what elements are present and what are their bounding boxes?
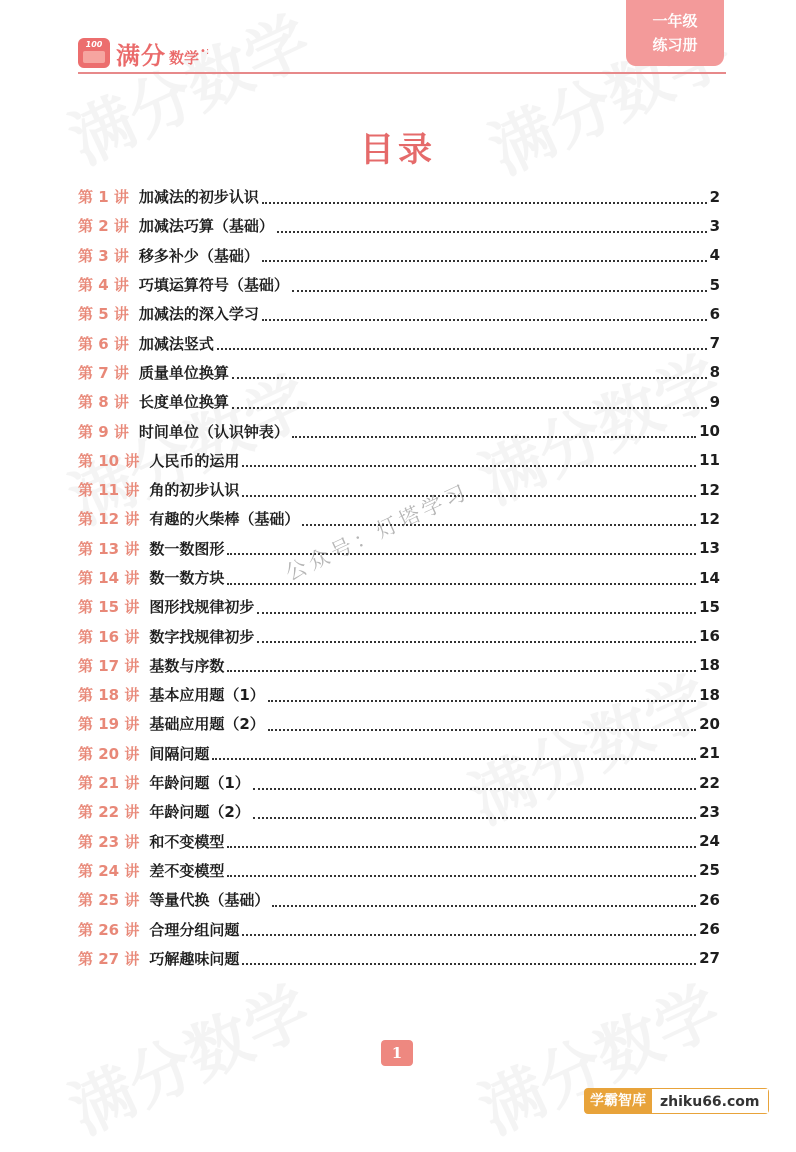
site-badge-brand: 学霸智库 bbox=[584, 1088, 652, 1114]
toc-entry[interactable] bbox=[78, 592, 720, 621]
toc-page-number: 21 bbox=[699, 744, 720, 763]
watermark bbox=[463, 960, 734, 1152]
toc-dot-leader bbox=[262, 319, 707, 321]
toc-entry[interactable] bbox=[78, 416, 720, 445]
toc-dot-leader bbox=[257, 612, 696, 614]
toc-dot-leader bbox=[242, 963, 696, 965]
toc-lecture-number: 第 1 讲 bbox=[78, 188, 129, 207]
toc-dot-leader bbox=[227, 670, 696, 672]
toc-lecture-number: 第 24 讲 bbox=[78, 861, 140, 880]
toc-lecture-number: 第 25 讲 bbox=[78, 891, 140, 910]
toc-dot-leader bbox=[232, 377, 707, 379]
toc-lecture-number: 第 4 讲 bbox=[78, 276, 129, 295]
toc-page-number: 20 bbox=[699, 714, 720, 733]
toc-page-number: 15 bbox=[699, 597, 720, 616]
toc-entry-title: 质量单位换算 bbox=[138, 363, 229, 382]
toc-lecture-number: 第 10 讲 bbox=[78, 451, 140, 470]
toc-lecture-number: 第 26 讲 bbox=[78, 920, 140, 939]
toc-entry[interactable] bbox=[78, 914, 720, 943]
toc-lecture-number: 第 19 讲 bbox=[78, 715, 140, 734]
toc-entry-title: 间隔问题 bbox=[149, 744, 210, 763]
toc-entry-title: 加减法竖式 bbox=[138, 334, 214, 353]
toc-page-number: 16 bbox=[699, 627, 720, 646]
toc-entry-title: 移多补少（基础） bbox=[138, 246, 259, 265]
toc-dot-leader bbox=[292, 290, 707, 292]
toc-lecture-number: 第 6 讲 bbox=[78, 334, 129, 353]
toc-lecture-number: 第 8 讲 bbox=[78, 393, 129, 412]
toc-dot-leader bbox=[242, 465, 696, 467]
toc-entry-title: 年龄问题（1） bbox=[149, 774, 250, 793]
toc-entry-title: 年龄问题（2） bbox=[149, 803, 250, 822]
toc-entry-title: 人民币的运用 bbox=[149, 451, 240, 470]
toc-page-number: 13 bbox=[699, 539, 720, 558]
toc-entry-title: 合理分组问题 bbox=[149, 920, 240, 939]
toc-page-number: 14 bbox=[699, 568, 720, 587]
toc-page-number: 26 bbox=[699, 920, 720, 939]
toc-entry-title: 图形找规律初步 bbox=[149, 598, 255, 617]
brand-logo bbox=[78, 38, 209, 68]
site-badge[interactable] bbox=[584, 1088, 769, 1114]
toc-page-number: 9 bbox=[709, 392, 720, 411]
toc-dot-leader bbox=[227, 875, 696, 877]
toc-dot-leader bbox=[262, 260, 707, 262]
toc-entry-title: 基本应用题（1） bbox=[149, 686, 265, 705]
table-of-contents bbox=[78, 182, 720, 973]
toc-dot-leader bbox=[212, 758, 696, 760]
toc-dot-leader bbox=[277, 231, 707, 233]
toc-page-number: 12 bbox=[699, 480, 720, 499]
toc-dot-leader bbox=[217, 348, 707, 350]
toc-entry[interactable] bbox=[78, 358, 720, 387]
toc-page-number: 27 bbox=[699, 949, 720, 968]
toc-page-number: 2 bbox=[709, 187, 720, 206]
toc-page-number: 12 bbox=[699, 509, 720, 528]
toc-entry-title: 巧解趣味问题 bbox=[149, 949, 240, 968]
toc-lecture-number: 第 3 讲 bbox=[78, 246, 129, 265]
toc-page-number: 18 bbox=[699, 656, 720, 675]
toc-page-number: 11 bbox=[699, 451, 720, 470]
toc-entry-title: 基数与序数 bbox=[149, 656, 225, 675]
toc-dot-leader bbox=[268, 700, 696, 702]
toc-dot-leader bbox=[227, 846, 696, 848]
toc-entry[interactable] bbox=[78, 270, 720, 299]
toc-page-number: 4 bbox=[709, 246, 720, 265]
toc-entry-title: 差不变模型 bbox=[149, 861, 225, 880]
toc-entry-title: 等量代换（基础） bbox=[149, 891, 270, 910]
toc-lecture-number: 第 16 讲 bbox=[78, 627, 140, 646]
toc-entry-title: 有趣的火柴棒（基础） bbox=[149, 510, 300, 529]
toc-entry-title: 加减法巧算（基础） bbox=[138, 217, 274, 236]
toc-dot-leader bbox=[292, 436, 696, 438]
toc-entry-title: 时间单位（认识钟表） bbox=[138, 422, 289, 441]
toc-entry[interactable] bbox=[78, 534, 720, 563]
toc-lecture-number: 第 23 讲 bbox=[78, 832, 140, 851]
toc-lecture-number: 第 5 讲 bbox=[78, 305, 129, 324]
grade-tab bbox=[626, 0, 724, 66]
grade-label: 一年级 bbox=[652, 12, 698, 30]
toc-page-number: 23 bbox=[699, 802, 720, 821]
toc-entry-title: 数字找规律初步 bbox=[149, 627, 255, 646]
toc-page-number: 10 bbox=[699, 422, 720, 441]
logo-name: 满分 bbox=[116, 41, 166, 70]
toc-lecture-number: 第 7 讲 bbox=[78, 363, 129, 382]
toc-entry[interactable] bbox=[78, 768, 720, 797]
toc-entry-title: 数一数方块 bbox=[149, 569, 225, 587]
sparkle-icon: •: bbox=[200, 45, 210, 57]
workbook-label: 练习册 bbox=[652, 36, 698, 54]
toc-entry[interactable] bbox=[78, 446, 720, 475]
toc-entry-title: 加减法的深入学习 bbox=[138, 305, 259, 324]
toc-dot-leader bbox=[262, 202, 707, 204]
site-badge-domain: zhiku66.com bbox=[652, 1088, 769, 1114]
toc-dot-leader bbox=[242, 934, 696, 936]
page-title: 目录 bbox=[360, 130, 436, 170]
toc-dot-leader bbox=[268, 729, 696, 731]
toc-lecture-number: 第 12 讲 bbox=[78, 510, 140, 529]
toc-entry[interactable] bbox=[78, 299, 720, 328]
page-number: 1 bbox=[381, 1040, 413, 1066]
toc-dot-leader bbox=[253, 817, 696, 819]
toc-entry-title: 数一数图形 bbox=[149, 539, 225, 558]
toc-entry[interactable] bbox=[78, 621, 720, 650]
toc-entry[interactable] bbox=[78, 856, 720, 885]
toc-lecture-number: 第 2 讲 bbox=[78, 217, 129, 236]
toc-entry-title: 长度单位换算 bbox=[138, 393, 229, 412]
toc-page-number: 26 bbox=[699, 890, 720, 909]
toc-entry[interactable] bbox=[78, 211, 720, 240]
toc-dot-leader bbox=[272, 905, 696, 907]
logo-subtitle: 数学 bbox=[169, 48, 200, 67]
center-watermark: 公众号：灯塔学习 bbox=[281, 479, 474, 586]
toc-entry-title: 和不变模型 bbox=[149, 832, 225, 851]
toc-lecture-number: 第 17 讲 bbox=[78, 656, 140, 675]
toc-lecture-number: 第 15 讲 bbox=[78, 598, 140, 617]
toc-lecture-number: 第 9 讲 bbox=[78, 422, 129, 441]
toc-entry[interactable] bbox=[78, 475, 720, 504]
toc-entry[interactable] bbox=[78, 944, 720, 973]
toc-page-number: 25 bbox=[699, 861, 720, 880]
toc-page-number: 22 bbox=[699, 773, 720, 792]
toc-entry-title: 加减法的初步认识 bbox=[138, 188, 259, 207]
toc-page-number: 18 bbox=[699, 685, 720, 704]
toc-dot-leader bbox=[257, 641, 696, 643]
toc-entry-title: 角的初步认识 bbox=[149, 481, 240, 500]
toc-entry-title: 基础应用题（2） bbox=[149, 715, 265, 734]
toc-entry[interactable] bbox=[78, 563, 720, 592]
logo-badge-icon bbox=[78, 38, 110, 68]
toc-page-number: 3 bbox=[709, 216, 720, 235]
toc-dot-leader bbox=[253, 788, 696, 790]
toc-entry[interactable] bbox=[78, 709, 720, 738]
toc-entry[interactable] bbox=[78, 797, 720, 826]
toc-entry[interactable] bbox=[78, 885, 720, 914]
toc-entry[interactable] bbox=[78, 827, 720, 856]
toc-lecture-number: 第 20 讲 bbox=[78, 744, 140, 763]
toc-entry[interactable] bbox=[78, 387, 720, 416]
toc-page-number: 7 bbox=[709, 334, 720, 353]
toc-entry[interactable] bbox=[78, 241, 720, 270]
toc-entry[interactable] bbox=[78, 651, 720, 680]
toc-lecture-number: 第 18 讲 bbox=[78, 686, 140, 705]
toc-entry[interactable] bbox=[78, 739, 720, 768]
toc-dot-leader bbox=[232, 407, 707, 409]
toc-entry[interactable] bbox=[78, 328, 720, 357]
logo-badge-text: 100 bbox=[85, 40, 103, 49]
toc-lecture-number: 第 21 讲 bbox=[78, 774, 140, 793]
toc-page-number: 8 bbox=[709, 363, 720, 382]
toc-entry[interactable] bbox=[78, 680, 720, 709]
toc-lecture-number: 第 11 讲 bbox=[78, 481, 140, 500]
toc-page-number: 6 bbox=[709, 304, 720, 323]
watermark bbox=[53, 960, 324, 1152]
toc-page-number: 24 bbox=[699, 832, 720, 851]
toc-entry-title: 巧填运算符号（基础） bbox=[138, 276, 289, 295]
toc-lecture-number: 第 13 讲 bbox=[78, 539, 140, 558]
toc-lecture-number: 第 14 讲 bbox=[78, 569, 140, 587]
header-divider bbox=[78, 72, 726, 74]
toc-lecture-number: 第 22 讲 bbox=[78, 803, 140, 822]
toc-entry[interactable] bbox=[78, 182, 720, 211]
toc-lecture-number: 第 27 讲 bbox=[78, 949, 140, 968]
toc-page-number: 5 bbox=[709, 275, 720, 294]
